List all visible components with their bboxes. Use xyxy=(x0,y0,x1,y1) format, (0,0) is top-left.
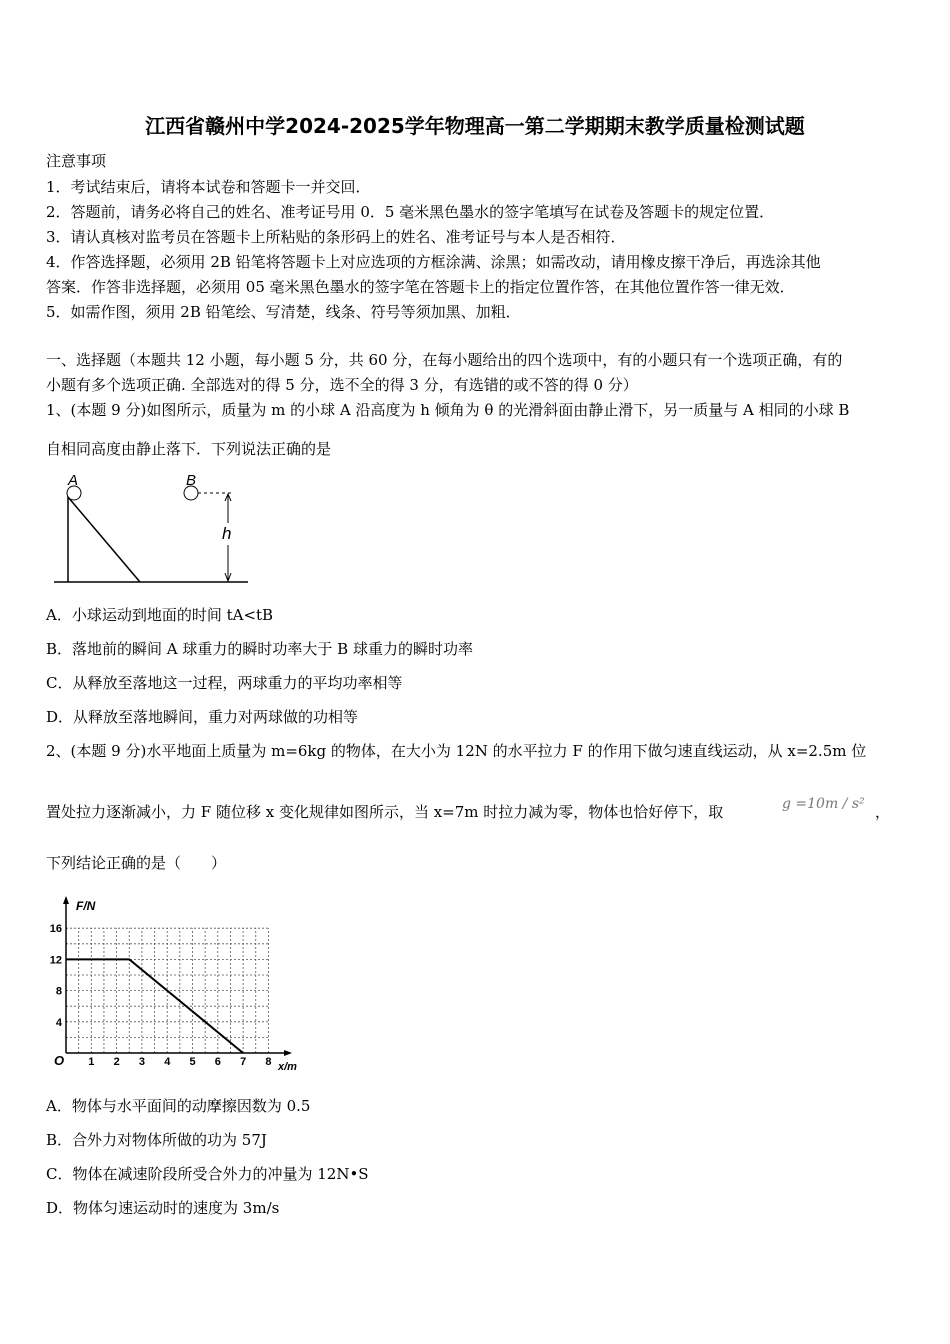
q2-option-d: D．物体匀速运动时的速度为 3m/s xyxy=(46,1199,280,1217)
gravity-formula: g =10m / s² xyxy=(782,796,865,812)
question-2-stem: 2、(本题 9 分)水平地面上质量为 m=6kg 的物体，在大小为 12N 的水平拉力 F 的作用下做匀速直线运动，从 x=2.5m 位 xyxy=(46,742,867,760)
x-tick-label: 5 xyxy=(189,1056,196,1068)
y-tick-label: 16 xyxy=(49,923,62,936)
q1-option-c: C．从释放至落地这一过程，两球重力的平均功率相等 xyxy=(46,674,403,692)
q2-option-c: C．物体在减速阶段所受合外力的冲量为 12N•S xyxy=(46,1165,369,1183)
q1-option-a: A．小球运动到地面的时间 tA<tB xyxy=(46,606,274,624)
label-a: A xyxy=(68,472,79,489)
x-tick-label: 3 xyxy=(138,1056,146,1068)
q2-option-b: B．合外力对物体所做的功为 57J xyxy=(46,1131,267,1149)
question-1-stem-cont: 自相同高度由静止落下．下列说法正确的是 xyxy=(46,440,332,458)
x-tick-label: 7 xyxy=(240,1056,247,1068)
origin-label: O xyxy=(54,1053,65,1068)
x-axis-arrow xyxy=(284,1050,292,1056)
notice-item: 答案．作答非选择题，必须用 05 毫米黑色墨水的签字笔在答题卡上的指定位置作答，在其他位置作答一律无效． xyxy=(46,278,795,296)
section-heading: 一、选择题（本题共 12 小题，每小题 5 分，共 60 分，在每小题给出的四个选项中，有的小题只有一个选项正确，有的 xyxy=(46,351,843,369)
q1-option-b: B．落地前的瞬间 A 球重力的瞬时功率大于 B 球重力的瞬时功率 xyxy=(46,640,473,658)
x-tick-label: 4 xyxy=(164,1056,171,1068)
notice-item: 1．考试结束后，请将本试卷和答题卡一并交回． xyxy=(46,178,371,196)
punct: ， xyxy=(875,803,891,821)
y-axis-arrow xyxy=(63,896,69,904)
question-2-stem-cont: 置处拉力逐渐减小，力 F 随位移 x 变化规律如图所示，当 x=7m 时拉力减为零，物体也恰好停下，取 xyxy=(46,803,724,821)
x-tick-label: 8 xyxy=(265,1056,272,1068)
x-tick-label: 1 xyxy=(88,1056,95,1068)
label-h: h xyxy=(222,524,232,543)
notice-item: 2．答题前，请务必将自己的姓名、准考证号用 0．5 毫米黑色墨水的签字笔填写在试卷及答题卡的规定位置． xyxy=(46,203,775,221)
section-heading-cont: 小题有多个选项正确. 全部选对的得 5 分，选不全的得 3 分，有选错的或不答的得 0 分） xyxy=(46,376,638,394)
x-tick-label: 2 xyxy=(113,1056,120,1068)
question-1-stem: 1、(本题 9 分)如图所示，质量为 m 的小球 A 沿高度为 h 倾角为 θ 的光滑斜面由静止滑下，另一质量与 A 相同的小球 B xyxy=(46,401,850,419)
y-axis-label: F/N xyxy=(76,899,96,913)
incline-figure xyxy=(50,465,260,590)
notice-heading: 注意事项 xyxy=(46,152,107,170)
q1-option-d: D．从释放至落地瞬间，重力对两球做的功相等 xyxy=(46,708,359,726)
y-tick-label: 8 xyxy=(55,985,62,998)
x-tick-label: 6 xyxy=(214,1056,221,1068)
notice-item: 5．如需作图，须用 2B 铅笔绘、写清楚，线条、符号等须加黑、加粗． xyxy=(46,303,521,321)
x-axis-label: x/m xyxy=(278,1061,297,1073)
incline-slope xyxy=(68,497,140,582)
page-title: 江西省赣州中学2024-2025学年物理高一第二学期期末教学质量检测试题 xyxy=(145,114,805,138)
force-displacement-chart xyxy=(40,890,310,1080)
notice-item: 4．作答选择题，必须用 2B 铅笔将答题卡上对应选项的方框涂满、涂黑；如需改动，请用橡皮擦干净后，再选涂其他 xyxy=(46,253,821,271)
q2-option-a: A．物体与水平面间的动摩擦因数为 0.5 xyxy=(46,1097,311,1115)
question-2-prompt: 下列结论正确的是（ ） xyxy=(46,854,227,872)
y-tick-label: 12 xyxy=(49,954,62,967)
label-b: B xyxy=(186,472,197,489)
y-tick-label: 4 xyxy=(55,1016,62,1029)
notice-item: 3．请认真核对监考员在答题卡上所粘贴的条形码上的姓名、准考证号与本人是否相符． xyxy=(46,228,626,246)
